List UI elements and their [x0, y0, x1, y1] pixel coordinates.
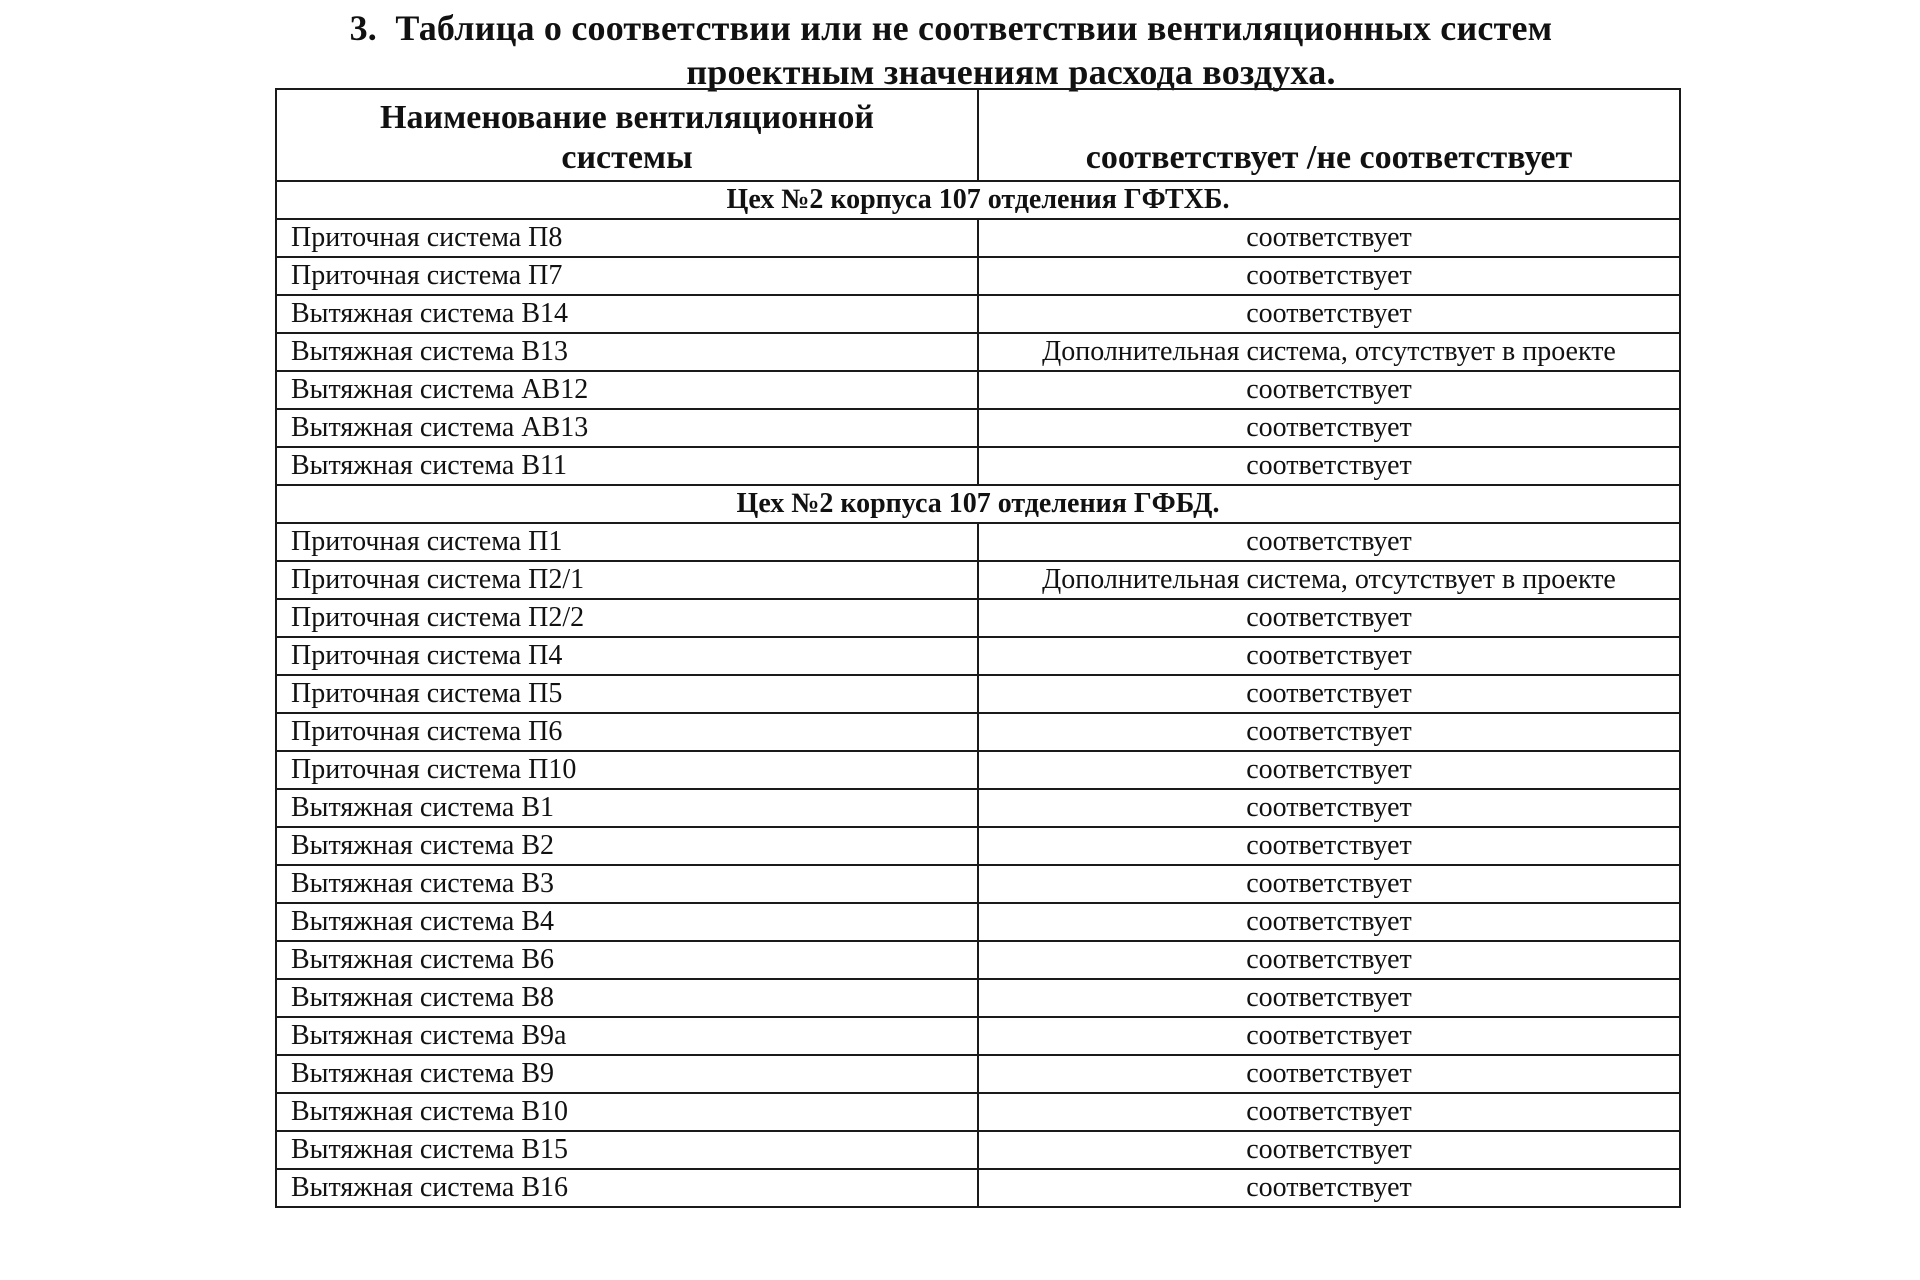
table-row [276, 1055, 1680, 1093]
table-row [276, 219, 1680, 257]
table-body [276, 89, 1680, 1207]
compliance-status-cell: соответствует [978, 903, 1680, 941]
compliance-status-cell: соответствует [978, 257, 1680, 295]
table-row [276, 599, 1680, 637]
page-title [276, 6, 1746, 94]
system-name-cell: Вытяжная система В9 [276, 1055, 978, 1093]
system-name-cell: Вытяжная система В6 [276, 941, 978, 979]
compliance-status-cell: Дополнительная система, отсутствует в проекте [978, 333, 1680, 371]
table-row [276, 295, 1680, 333]
table-row [276, 447, 1680, 485]
system-name-cell: Приточная система П5 [276, 675, 978, 713]
table-row [276, 865, 1680, 903]
system-name-cell: Вытяжная система В14 [276, 295, 978, 333]
compliance-status-cell: соответствует [978, 371, 1680, 409]
system-name-cell: Вытяжная система В1 [276, 789, 978, 827]
system-name-cell: Вытяжная система В13 [276, 333, 978, 371]
table-row [276, 561, 1680, 599]
section-header-row [276, 485, 1680, 523]
compliance-status-cell: соответствует [978, 827, 1680, 865]
compliance-status-cell: соответствует [978, 447, 1680, 485]
header-compliance: соответствует /не соответствует [978, 89, 1680, 181]
compliance-status-cell: Дополнительная система, отсутствует в проекте [978, 561, 1680, 599]
table-row [276, 789, 1680, 827]
title-line-2: проектным значениям расхода воздуха. [686, 52, 1336, 92]
compliance-status-cell: соответствует [978, 979, 1680, 1017]
table-row [276, 713, 1680, 751]
table-row [276, 675, 1680, 713]
table-row [276, 903, 1680, 941]
compliance-status-cell: соответствует [978, 599, 1680, 637]
compliance-status-cell: соответствует [978, 1017, 1680, 1055]
title-text-1: Таблица о соответствии или не соответствии вентиляционных систем [395, 8, 1553, 48]
system-name-cell: Приточная система П8 [276, 219, 978, 257]
table-row [276, 409, 1680, 447]
table-row [276, 827, 1680, 865]
compliance-status-cell: соответствует [978, 751, 1680, 789]
compliance-status-cell: соответствует [978, 219, 1680, 257]
system-name-cell: Вытяжная система В11 [276, 447, 978, 485]
compliance-status-cell: соответствует [978, 789, 1680, 827]
table-row [276, 941, 1680, 979]
table-row [276, 979, 1680, 1017]
table-row [276, 1169, 1680, 1207]
system-name-cell: Приточная система П4 [276, 637, 978, 675]
system-name-cell: Приточная система П7 [276, 257, 978, 295]
compliance-status-cell: соответствует [978, 675, 1680, 713]
compliance-status-cell: соответствует [978, 409, 1680, 447]
table-header-row [276, 89, 1680, 181]
table-row [276, 257, 1680, 295]
system-name-cell: Вытяжная система В16 [276, 1169, 978, 1207]
system-name-cell: Приточная система П6 [276, 713, 978, 751]
compliance-status-cell: соответствует [978, 1131, 1680, 1169]
table-row [276, 637, 1680, 675]
section-title: Цех №2 корпуса 107 отделения ГФТХБ. [276, 181, 1680, 219]
table-row [276, 1017, 1680, 1055]
system-name-cell: Вытяжная система В2 [276, 827, 978, 865]
title-number: 3. [349, 8, 378, 48]
table-row [276, 371, 1680, 409]
system-name-cell: Вытяжная система В3 [276, 865, 978, 903]
table-row [276, 1131, 1680, 1169]
compliance-status-cell: соответствует [978, 637, 1680, 675]
table-row [276, 751, 1680, 789]
title-line-1 [276, 6, 1746, 50]
system-name-cell: Вытяжная система В10 [276, 1093, 978, 1131]
compliance-status-cell: соответствует [978, 713, 1680, 751]
compliance-status-cell: соответствует [978, 1169, 1680, 1207]
compliance-status-cell: соответствует [978, 523, 1680, 561]
section-header-row [276, 181, 1680, 219]
system-name-cell: Приточная система П2/2 [276, 599, 978, 637]
table-row [276, 333, 1680, 371]
header-system-name: Наименование вентиляционной системы [276, 89, 978, 181]
system-name-cell: Приточная система П10 [276, 751, 978, 789]
system-name-cell: Вытяжная система В8 [276, 979, 978, 1017]
system-name-cell: Вытяжная система В15 [276, 1131, 978, 1169]
system-name-cell: Приточная система П2/1 [276, 561, 978, 599]
compliance-table [275, 88, 1681, 1208]
system-name-cell: Вытяжная система В9а [276, 1017, 978, 1055]
compliance-status-cell: соответствует [978, 1093, 1680, 1131]
system-name-cell: Вытяжная система В4 [276, 903, 978, 941]
section-title: Цех №2 корпуса 107 отделения ГФБД. [276, 485, 1680, 523]
compliance-status-cell: соответствует [978, 295, 1680, 333]
system-name-cell: Приточная система П1 [276, 523, 978, 561]
compliance-status-cell: соответствует [978, 865, 1680, 903]
table-row [276, 523, 1680, 561]
system-name-cell: Вытяжная система АВ12 [276, 371, 978, 409]
system-name-cell: Вытяжная система АВ13 [276, 409, 978, 447]
table-row [276, 1093, 1680, 1131]
compliance-status-cell: соответствует [978, 1055, 1680, 1093]
compliance-status-cell: соответствует [978, 941, 1680, 979]
